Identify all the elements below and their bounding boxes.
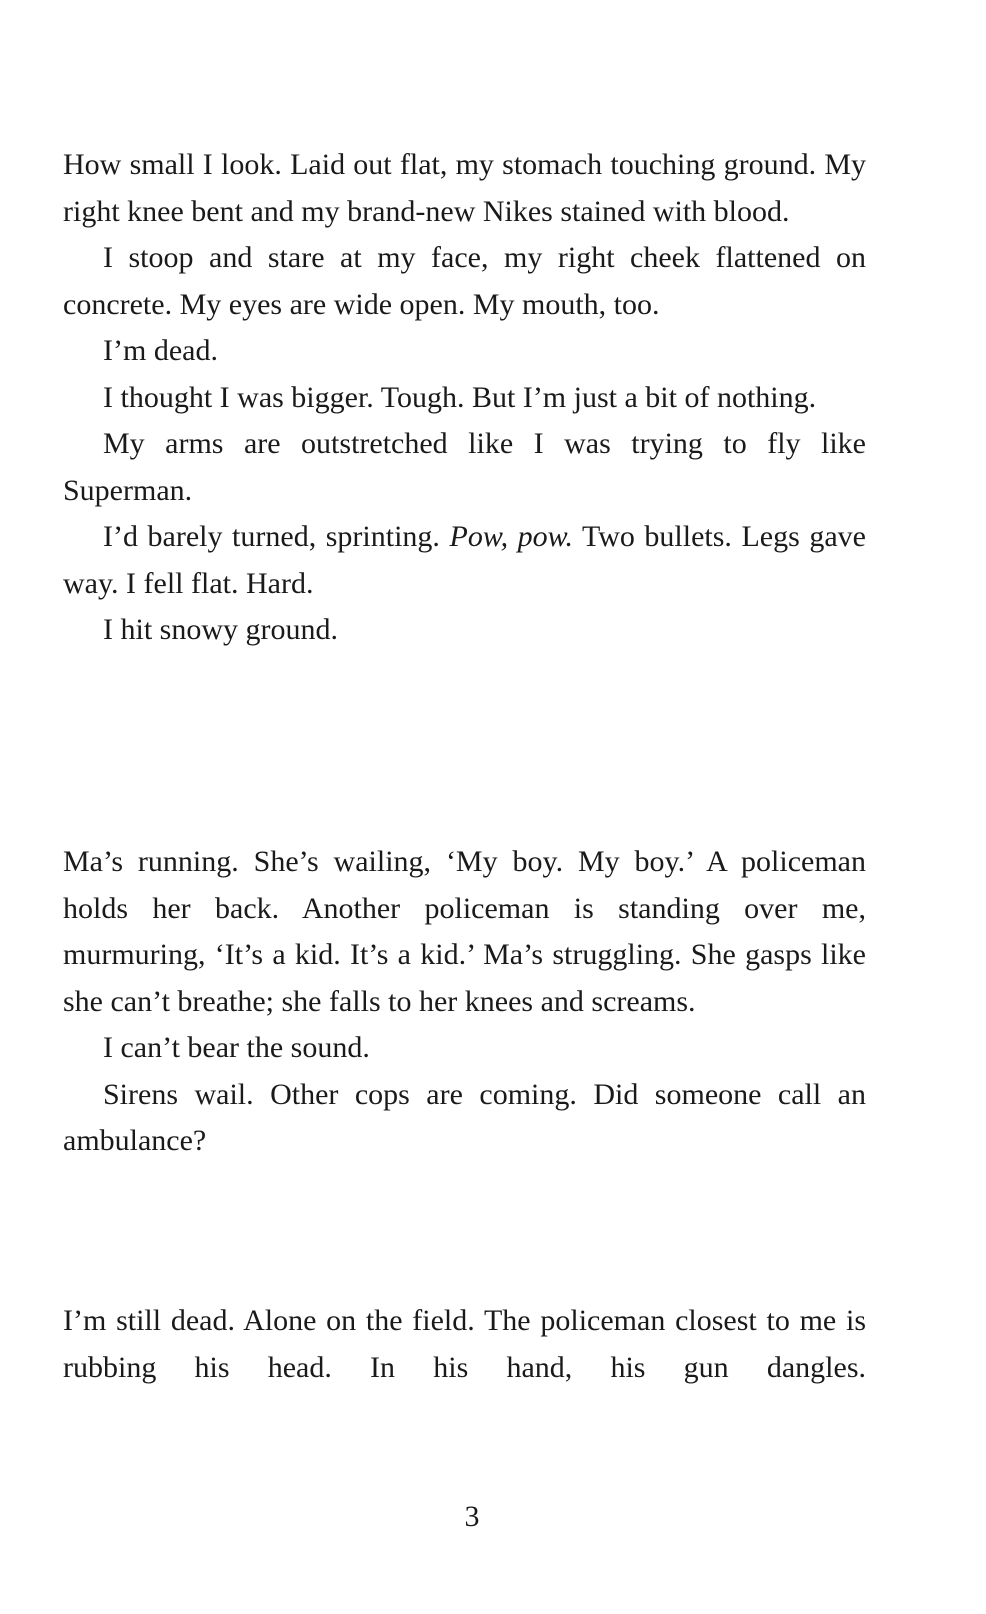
- paragraph: Ma’s running. She’s wailing, ‘My boy. My boy.’ A policeman holds her back. Another policeman is standing over me, murmuring, ‘It’s a kid. It’s a kid.’ Ma’s struggling. She gasps like she can’t breathe; she falls to her knees and screams.: [63, 845, 866, 1018]
- italic-text: Pow, pow.: [449, 520, 573, 553]
- paragraph: I’m dead.: [103, 334, 218, 367]
- paragraph: I hit snowy ground.: [103, 613, 338, 646]
- paragraph: [63, 514, 866, 607]
- paragraph-text: Two bullets. Legs gave way. I fell flat. Hard.: [63, 520, 866, 600]
- text-section-1: [63, 142, 866, 654]
- paragraph: I thought I was bigger. Tough. But I’m just a bit of nothing.: [103, 380, 817, 414]
- text-section-3: [63, 1298, 866, 1391]
- paragraph: How small I look. Laid out flat, my stomach touching ground. My right knee bent and my brand-new Nikes stained with blood.: [63, 148, 866, 228]
- paragraph-text: I’d barely turned, sprinting.: [103, 520, 450, 553]
- paragraph: I can’t bear the sound.: [103, 1031, 370, 1064]
- paragraph: I’m still dead. Alone on the field. The policeman closest to me is rubbing his head. In his hand, his gun dangles.: [63, 1304, 866, 1384]
- paragraph: My arms are outstretched like I was trying to fly like Superman.: [63, 427, 866, 507]
- page-number: 3: [464, 1500, 480, 1533]
- text-section-2: [63, 839, 866, 1165]
- paragraph: Sirens wail. Other cops are coming. Did someone call an ambulance?: [63, 1077, 866, 1157]
- paragraph: I stoop and stare at my face, my right cheek flattened on concrete. My eyes are wide open. My mouth, too.: [63, 241, 866, 321]
